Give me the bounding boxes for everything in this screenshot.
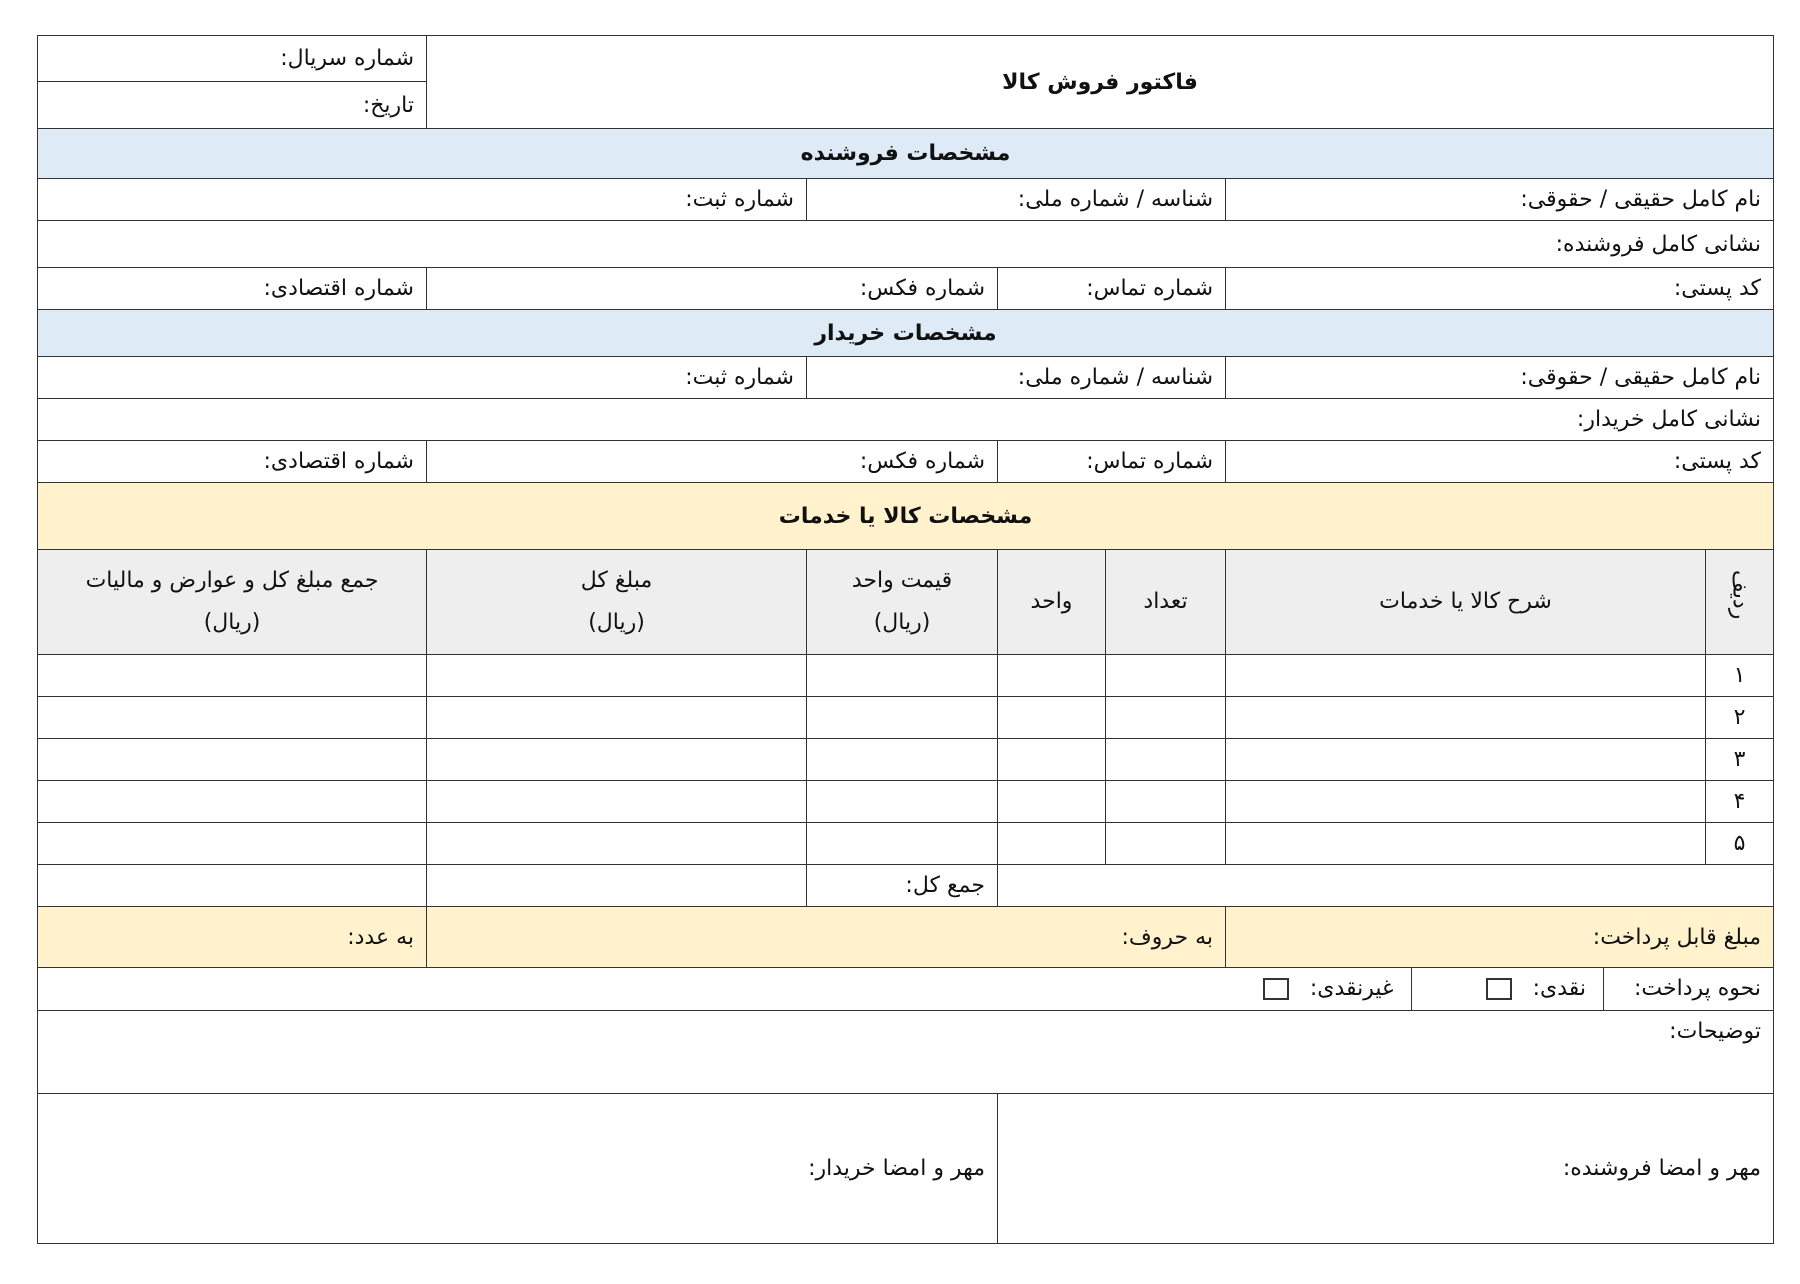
quantity-cell[interactable] <box>1106 781 1226 823</box>
row-number: ۵ <box>1706 823 1774 865</box>
description-cell[interactable] <box>1226 739 1706 781</box>
amount-in-digits-field[interactable] <box>38 907 427 968</box>
buyer-address-field[interactable] <box>38 399 1774 441</box>
description-cell[interactable] <box>1226 655 1706 697</box>
non-cash-label: غیرنقدی: <box>1309 976 1394 1001</box>
serial-number-label: شماره سریال: <box>280 46 414 71</box>
unit-cell[interactable] <box>998 781 1106 823</box>
quantity-cell[interactable] <box>1106 655 1226 697</box>
cash-label: نقدی: <box>1532 976 1586 1001</box>
unit-cell[interactable] <box>998 823 1106 865</box>
invoice-table <box>37 35 1774 1244</box>
quantity-cell[interactable] <box>1106 823 1226 865</box>
table-row <box>38 739 1774 781</box>
unit-price-cell[interactable] <box>807 697 998 739</box>
buyer-phone-label: شماره تماس: <box>1086 449 1213 474</box>
col-row-header: ردیف <box>1706 550 1774 655</box>
notes-field[interactable] <box>38 1011 1774 1094</box>
grand-cell[interactable] <box>38 655 427 697</box>
buyer-postal-code-field[interactable] <box>1226 441 1774 483</box>
seller-section-title: مشخصات فروشنده <box>38 129 1774 179</box>
seller-economic-code-field[interactable] <box>38 268 427 310</box>
seller-full-name-field[interactable] <box>1226 179 1774 221</box>
seller-signature-field[interactable] <box>998 1094 1774 1244</box>
table-row <box>38 781 1774 823</box>
seller-postal-code-label: کد پستی: <box>1673 276 1761 301</box>
row-number: ۳ <box>1706 739 1774 781</box>
total-cell[interactable] <box>427 781 807 823</box>
unit-cell[interactable] <box>998 655 1106 697</box>
cash-checkbox[interactable] <box>1486 978 1512 1000</box>
buyer-signature-label: مهر و امضا خریدار: <box>808 1156 985 1181</box>
table-row <box>38 823 1774 865</box>
col-quantity-header: تعداد <box>1106 550 1226 655</box>
sum-grand-cell[interactable] <box>38 865 427 907</box>
quantity-cell[interactable] <box>1106 697 1226 739</box>
notes-label: توضیحات: <box>1669 1019 1761 1044</box>
seller-fax-field[interactable] <box>427 268 998 310</box>
sum-total-cell[interactable] <box>427 865 807 907</box>
seller-phone-label: شماره تماس: <box>1086 276 1213 301</box>
grand-cell[interactable] <box>38 697 427 739</box>
buyer-fax-label: شماره فکس: <box>859 449 985 474</box>
sum-spacer <box>998 865 1774 907</box>
buyer-phone-field[interactable] <box>998 441 1226 483</box>
buyer-address-label: نشانی کامل خریدار: <box>1576 407 1761 432</box>
description-cell[interactable] <box>1226 823 1706 865</box>
payable-amount-label: مبلغ قابل پرداخت: <box>1592 924 1761 950</box>
unit-price-cell[interactable] <box>807 781 998 823</box>
col-description-header: شرح کالا یا خدمات <box>1226 550 1706 655</box>
col-unit-header: واحد <box>998 550 1106 655</box>
invoice-form <box>37 35 1773 1247</box>
seller-postal-code-field[interactable] <box>1226 268 1774 310</box>
buyer-registration-field[interactable] <box>38 357 807 399</box>
col-grand-header: جمع مبلغ کل و عوارض و مالیات (ریال) <box>38 550 427 655</box>
seller-address-field[interactable] <box>38 221 1774 268</box>
seller-registration-label: شماره ثبت: <box>685 187 794 212</box>
seller-economic-code-label: شماره اقتصادی: <box>263 276 414 301</box>
total-cell[interactable] <box>427 739 807 781</box>
buyer-postal-code-label: کد پستی: <box>1673 449 1761 474</box>
table-row <box>38 655 1774 697</box>
non-cash-checkbox[interactable] <box>1263 978 1289 1000</box>
description-cell[interactable] <box>1226 697 1706 739</box>
seller-address-label: نشانی کامل فروشنده: <box>1555 231 1761 257</box>
buyer-section-title: مشخصات خریدار <box>38 310 1774 357</box>
payment-method-row <box>38 968 1774 1011</box>
buyer-signature-field[interactable] <box>38 1094 998 1244</box>
col-total-header: مبلغ کل (ریال) <box>427 550 807 655</box>
total-cell[interactable] <box>427 655 807 697</box>
row-number: ۲ <box>1706 697 1774 739</box>
seller-fax-label: شماره فکس: <box>859 276 985 301</box>
row-number: ۴ <box>1706 781 1774 823</box>
items-header-row <box>38 550 1774 655</box>
table-row <box>38 697 1774 739</box>
items-section-title: مشخصات کالا یا خدمات <box>38 483 1774 550</box>
unit-cell[interactable] <box>998 739 1106 781</box>
amount-in-words-label: به حروف: <box>1121 924 1213 950</box>
amount-in-words-field[interactable] <box>427 907 1226 968</box>
invoice-title: فاکتور فروش کالا <box>427 36 1774 129</box>
unit-cell[interactable] <box>998 697 1106 739</box>
buyer-economic-code-field[interactable] <box>38 441 427 483</box>
seller-phone-field[interactable] <box>998 268 1226 310</box>
buyer-full-name-label: نام کامل حقیقی / حقوقی: <box>1520 365 1761 390</box>
payment-method-label: نحوه پرداخت: <box>1634 976 1761 1001</box>
buyer-national-id-label: شناسه / شماره ملی: <box>1017 365 1213 390</box>
buyer-fax-field[interactable] <box>427 441 998 483</box>
sum-label: جمع کل: <box>807 865 998 907</box>
unit-price-cell[interactable] <box>807 823 998 865</box>
total-cell[interactable] <box>427 697 807 739</box>
description-cell[interactable] <box>1226 781 1706 823</box>
amount-in-digits-label: به عدد: <box>347 924 414 950</box>
unit-price-cell[interactable] <box>807 655 998 697</box>
grand-cell[interactable] <box>38 781 427 823</box>
date-label: تاریخ: <box>362 92 414 118</box>
date-field[interactable] <box>38 82 427 129</box>
unit-price-cell[interactable] <box>807 739 998 781</box>
payable-amount-field <box>1226 907 1774 968</box>
grand-cell[interactable] <box>38 739 427 781</box>
row-number: ۱ <box>1706 655 1774 697</box>
payment-method-field <box>38 968 1774 1011</box>
quantity-cell[interactable] <box>1106 739 1226 781</box>
buyer-economic-code-label: شماره اقتصادی: <box>263 449 414 474</box>
seller-signature-label: مهر و امضا فروشنده: <box>1562 1156 1761 1181</box>
seller-registration-field[interactable] <box>38 179 807 221</box>
buyer-registration-label: شماره ثبت: <box>685 365 794 390</box>
col-unit-price-header: قیمت واحد (ریال) <box>807 550 998 655</box>
grand-cell[interactable] <box>38 823 427 865</box>
seller-national-id-field[interactable] <box>807 179 1226 221</box>
sum-row <box>38 865 1774 907</box>
serial-number-field[interactable] <box>38 36 427 82</box>
seller-national-id-label: شناسه / شماره ملی: <box>1017 187 1213 212</box>
seller-full-name-label: نام کامل حقیقی / حقوقی: <box>1520 187 1761 212</box>
total-cell[interactable] <box>427 823 807 865</box>
buyer-full-name-field[interactable] <box>1226 357 1774 399</box>
buyer-national-id-field[interactable] <box>807 357 1226 399</box>
